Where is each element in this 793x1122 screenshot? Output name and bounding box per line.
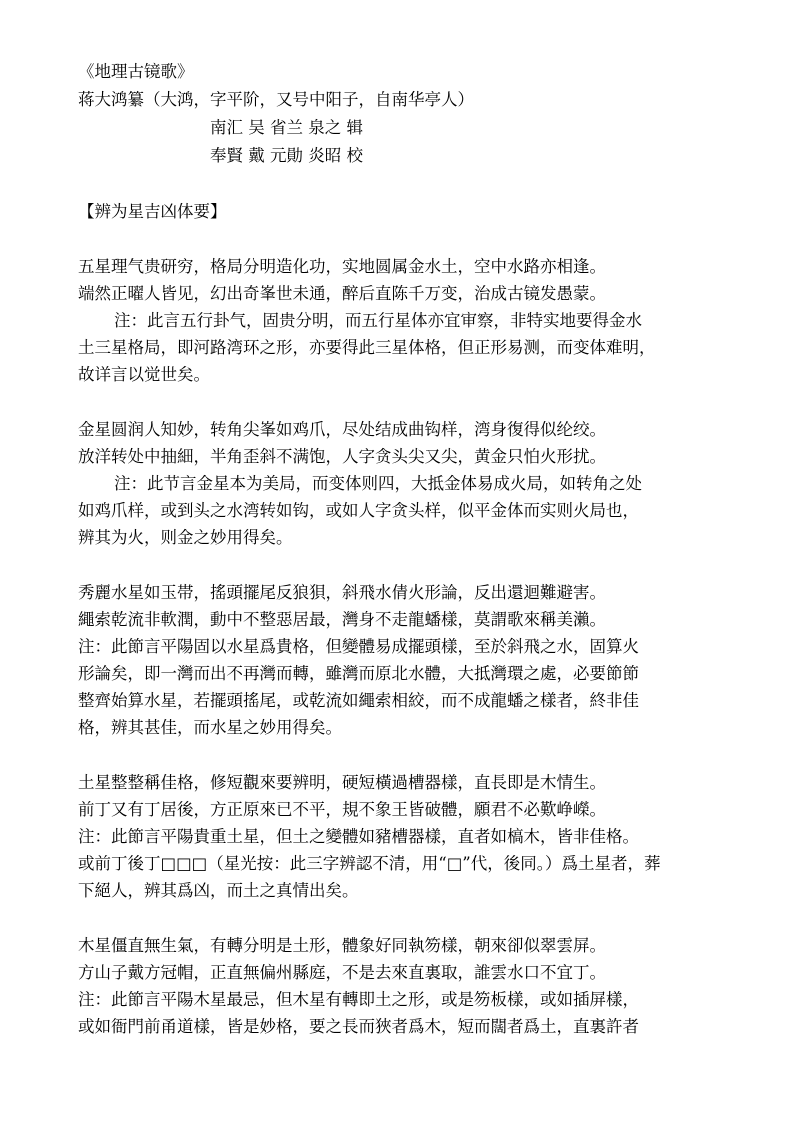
- commentary-line: 如鸡爪样，或到头之水湾转如钩，或如人字贪头样，似平金体而实则火局也，: [78, 501, 639, 520]
- proofreader-credit: 奉賢 戴 元勛 炎昭 校: [210, 146, 363, 165]
- verse-line: 土星整整稱佳格，修短觀來要辨明，硬短橫過槽器樣，直長即是木情生。: [78, 773, 606, 792]
- commentary-line: 整齊始算水星，若擺頭搖尾，或乾流如繩索相絞，而不成龍蟠之樣者，終非佳: [78, 691, 639, 710]
- commentary-line: 注：此節言平陽貴重土星，但土之變體如豬槽器樣，直者如槁木，皆非佳格。: [78, 827, 639, 846]
- verse-line: 木星僵直無生氣，有轉分明是土形，體象好同執笏樣，朝來卻似翠雲屏。: [78, 936, 606, 955]
- commentary-line: 注：此節言平陽固以水星爲貴格，但變體易成擺頭樣，至於斜飛之水，固算火: [78, 637, 639, 656]
- verse-line: 放洋转处中抽細，半角歪斜不满饱，人字贪头尖又尖，黄金只怕火形扰。: [78, 447, 606, 466]
- commentary-line: 下絕人，辨其爲凶，而土之真情出矣。: [78, 881, 359, 900]
- commentary-line: 形論矣，即一灣而出不再灣而轉，雖灣而原北水體，大抵灣環之處，必要節節: [78, 664, 639, 683]
- commentary-line: 土三星格局，即河路湾环之形，亦要得此三星体格，但正形易测，而变体难明，: [78, 338, 656, 357]
- commentary-line: 或前丁後丁□□□（星光按：此三字辨認不清，用“□”代，後同。）爲土星者，葬: [78, 854, 661, 873]
- commentary-line: 注：此节言金星本为美局，而变体则四，大抵金体易成火局，如转角之处: [114, 474, 642, 493]
- verse-line: 金星圆润人知妙，转角尖峯如鸡爪，尽处结成曲钩样，湾身復得似纶绞。: [78, 420, 606, 439]
- commentary-line: 注：此節言平陽木星最忌，但木星有轉即土之形，或是笏板樣，或如插屏樣，: [78, 990, 639, 1009]
- author-line: 蒋大鸿纂（大鸿，字平阶，又号中阳子，自南华亭人）: [78, 90, 474, 109]
- verse-line: 端然正曜人皆见，幻出奇峯世未通，醉后直陈千万变，治成古镜发愚蒙。: [78, 284, 606, 303]
- verse-line: 前丁又有丁居後，方正原來已不平，規不象王皆破體，願君不必歎峥嶸。: [78, 800, 606, 819]
- document-title: 《地理古镜歌》: [78, 62, 194, 81]
- verse-line: 秀麗水星如玉帯，搖頭擺尾反狼狽，斜飛水倩火形論，反出還迴難避害。: [78, 583, 606, 602]
- verse-line: 繩索乾流非軟潤，動中不整惡居最，灣身不走龍蟠樣，莫謂歌來稱美瀨。: [78, 610, 606, 629]
- commentary-line: 故详言以觉世矣。: [78, 365, 210, 384]
- section-title: 【辨为星吉凶体要】: [78, 202, 227, 221]
- commentary-line: 格，辨其甚佳，而水星之妙用得矣。: [78, 718, 342, 737]
- commentary-line: 或如衙門前甬道樣，皆是妙格，要之長而狹者爲木，短而闊者爲土，直裏許者: [78, 1017, 639, 1036]
- verse-line: 五星理气贵研穷，格局分明造化功，实地圆属金水土，空中水路亦相逢。: [78, 257, 606, 276]
- verse-line: 方山子戴方冠帽，正直無偏州縣庭，不是去來直裏取，誰雲水口不宜丁。: [78, 963, 606, 982]
- editor-credit: 南汇 吴 省兰 泉之 辑: [210, 118, 363, 137]
- commentary-line: 辨其为火，则金之妙用得矣。: [78, 528, 293, 547]
- commentary-line: 注：此言五行卦气，固贵分明，而五行星体亦宜审察，非特实地要得金水: [114, 311, 642, 330]
